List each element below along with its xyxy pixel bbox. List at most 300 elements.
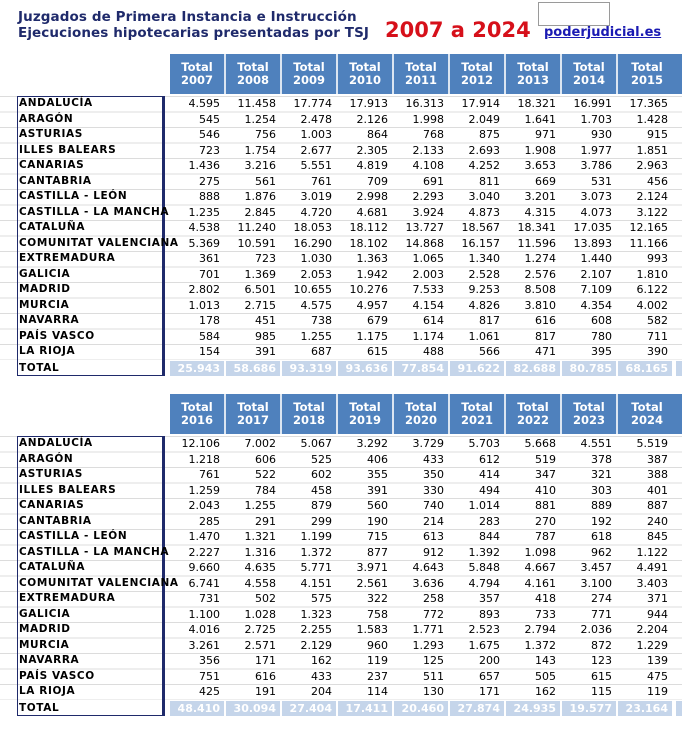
table-row (0, 638, 682, 654)
table-cell: 425 (199, 685, 220, 698)
table-cell: 5.551 (300, 159, 332, 172)
table-cell: 1.675 (468, 638, 500, 652)
table-cell: 4.073 (580, 205, 612, 219)
table-cell: 2.523 (468, 623, 500, 636)
table-cell: 322 (367, 592, 388, 605)
table-cell: 915 (647, 128, 668, 141)
table-cell: 456 (647, 174, 668, 188)
table-cell: 2.036 (580, 623, 612, 636)
table-cell: 240 (647, 514, 668, 528)
table-cell: 1.274 (524, 252, 556, 265)
table-cell: 285 (199, 514, 220, 528)
table-cell: 270 (535, 514, 556, 528)
table-cell: 433 (423, 452, 444, 466)
region-name: CANARIAS (19, 159, 85, 171)
table-cell: 11.596 (517, 236, 556, 250)
total-cell: 20.460 (394, 701, 450, 716)
column-header-text: 2023 (572, 413, 605, 427)
table-cell: 18.053 (293, 221, 332, 234)
table-cell: 546 (199, 128, 220, 141)
table-cell: 1.065 (412, 252, 444, 265)
table-cell: 2.528 (468, 267, 500, 281)
column-header-text: 2021 (460, 413, 493, 427)
table-cell: 390 (647, 345, 668, 358)
table-cell: 3.292 (356, 437, 388, 450)
total-cell: 93.319 (282, 361, 338, 376)
table-cell: 2.255 (300, 623, 332, 636)
table-cell: 1.098 (524, 545, 556, 559)
table-row (0, 267, 682, 283)
table-cell: 738 (311, 314, 332, 327)
table-cell: 715 (367, 530, 388, 543)
total-cell: 80.785 (562, 361, 618, 376)
table-cell: 378 (591, 452, 612, 466)
table-cell: 701 (199, 267, 220, 281)
region-name: COMUNITAT VALENCIANA (19, 236, 179, 249)
table-cell: 5.519 (636, 437, 668, 450)
table-cell: 993 (647, 252, 668, 265)
table-cell: 687 (311, 345, 332, 358)
region-name: LA RIOJA (19, 685, 76, 697)
table-row (0, 189, 682, 205)
table-cell: 889 (591, 499, 612, 512)
table-cell: 1.061 (468, 329, 500, 343)
table-row (0, 143, 682, 159)
region-name: EXTREMADURA (19, 592, 116, 604)
table-row (0, 205, 682, 221)
table-cell: 1.977 (580, 143, 612, 157)
table-cell: 414 (479, 468, 500, 481)
table-row (0, 158, 682, 174)
table-row (0, 344, 682, 360)
column-header-text: Total (405, 400, 437, 414)
column-header (338, 54, 394, 94)
total-row (0, 361, 682, 376)
table-cell: 1.641 (524, 112, 556, 126)
table-cell: 119 (367, 654, 388, 667)
table-cell: 1.470 (188, 530, 220, 543)
column-header-text: Total (349, 400, 381, 414)
region-name: ASTURIAS (19, 128, 83, 140)
table-cell: 615 (591, 669, 612, 683)
table-cell: 18.102 (349, 236, 388, 250)
table-cell: 5.848 (468, 561, 500, 574)
table-cell: 1.100 (188, 607, 220, 621)
column-header-text: Total (293, 60, 325, 74)
page-title-line2: Ejecuciones hipotecarias presentadas por TSJ (18, 25, 370, 41)
table-cell: 3.019 (300, 190, 332, 203)
column-header-text: 2022 (516, 413, 549, 427)
table-cell: 388 (647, 468, 668, 481)
table-cell: 4.720 (300, 205, 332, 219)
table-cell: 1.013 (188, 298, 220, 312)
table-cell: 401 (647, 483, 668, 497)
column-header-text: 2007 (180, 73, 213, 87)
table-cell: 330 (423, 483, 444, 497)
table-cell: 204 (311, 685, 332, 698)
total-cell: 27.874 (450, 701, 506, 716)
table-cell: 7.109 (580, 283, 612, 296)
table-cell: 4.108 (412, 159, 444, 172)
table-cell: 3.971 (356, 561, 388, 574)
table-cell: 11.166 (629, 236, 668, 250)
column-header (450, 394, 506, 434)
table-cell: 387 (647, 452, 668, 466)
total-cell: 23.164 (618, 701, 674, 716)
column-header-text: Total (573, 400, 605, 414)
table-cell: 1.583 (356, 623, 388, 636)
table-cell: 4.819 (356, 159, 388, 172)
total-cell: 30.094 (226, 701, 282, 716)
table-row (0, 560, 682, 576)
table-cell: 17.914 (461, 97, 500, 110)
table-cell: 200 (479, 654, 500, 667)
column-header-text: Total (573, 60, 605, 74)
table-cell: 2.478 (300, 112, 332, 126)
table-cell: 1.440 (580, 252, 612, 265)
table-cell: 1.363 (356, 252, 388, 265)
table-row (0, 282, 682, 298)
column-header-stub (676, 394, 682, 434)
table-cell: 723 (255, 252, 276, 265)
table-cell: 299 (311, 514, 332, 528)
table-cell: 531 (591, 174, 612, 188)
table-cell: 1.235 (188, 205, 220, 219)
column-header-text: Total (517, 60, 549, 74)
table-cell: 418 (535, 592, 556, 605)
table-cell: 321 (591, 468, 612, 481)
table-cell: 1.321 (244, 530, 276, 543)
column-header (618, 54, 678, 94)
column-header (506, 394, 562, 434)
table-cell: 2.794 (524, 623, 556, 636)
table-cell: 2.003 (412, 267, 444, 281)
table-cell: 2.845 (244, 205, 276, 219)
table-cell: 4.002 (636, 298, 668, 312)
table-cell: 845 (647, 530, 668, 543)
column-header (226, 54, 282, 94)
table-cell: 6.741 (188, 576, 220, 590)
top-input-box[interactable] (538, 2, 610, 26)
table-cell: 2.227 (188, 545, 220, 559)
table-cell: 123 (591, 654, 612, 667)
table-cell: 6.122 (636, 283, 668, 296)
table-cell: 877 (367, 545, 388, 559)
table-row (0, 467, 682, 483)
table-cell: 2.129 (300, 638, 332, 652)
table-cell: 7.533 (412, 283, 444, 296)
table-cell: 3.201 (524, 190, 556, 203)
column-header-text: 2008 (236, 73, 269, 87)
table-cell: 519 (535, 452, 556, 466)
table-cell: 561 (255, 174, 276, 188)
table-cell: 780 (591, 329, 612, 343)
table-cell: 2.049 (468, 112, 500, 126)
column-header-text: Total (631, 60, 663, 74)
table-cell: 4.667 (524, 561, 556, 574)
table-cell: 3.261 (188, 638, 220, 652)
table-cell: 17.913 (349, 97, 388, 110)
table-cell: 3.810 (524, 298, 556, 312)
table-cell: 3.457 (580, 561, 612, 574)
table-cell: 18.341 (517, 221, 556, 234)
table-cell: 1.703 (580, 112, 612, 126)
column-header (338, 394, 394, 434)
table-cell: 10.276 (349, 283, 388, 296)
region-name: GALICIA (19, 267, 71, 280)
total-cell: 82.688 (506, 361, 562, 376)
table-cell: 355 (367, 468, 388, 481)
table-row (0, 251, 682, 267)
table-cell: 2.715 (244, 298, 276, 312)
total-cell: 19.577 (562, 701, 618, 716)
total-cell: 93.636 (338, 361, 394, 376)
table-cell: 1.908 (524, 143, 556, 157)
table-cell: 4.826 (468, 298, 500, 312)
table-cell: 1.754 (244, 143, 276, 157)
table-cell: 9.660 (188, 561, 220, 574)
table-cell: 275 (199, 174, 220, 188)
total-cell: 17.411 (338, 701, 394, 716)
table-cell: 361 (199, 252, 220, 265)
table-cell: 1.316 (244, 545, 276, 559)
table-cell: 1.372 (300, 545, 332, 559)
total-cell: 24.935 (506, 701, 562, 716)
column-header-text: Total (461, 400, 493, 414)
table-cell: 9.253 (468, 283, 500, 296)
table-cell: 114 (367, 685, 388, 698)
column-header-text: Total (631, 400, 663, 414)
table-cell: 1.014 (468, 499, 500, 512)
table-cell: 371 (647, 592, 668, 605)
region-name: CASTILLA - LA MANCHA (19, 545, 170, 558)
table-cell: 191 (255, 685, 276, 698)
table-cell: 4.252 (468, 159, 500, 172)
table-cell: 488 (423, 345, 444, 358)
column-header-text: Total (405, 60, 437, 74)
table-cell: 13.893 (573, 236, 612, 250)
table-cell: 3.100 (580, 576, 612, 590)
table-row (0, 622, 682, 638)
column-header-text: Total (181, 60, 213, 74)
table-cell: 4.315 (524, 205, 556, 219)
region-name: GALICIA (19, 607, 71, 620)
table-cell: 2.725 (244, 623, 276, 636)
region-name: PAÍS VASCO (19, 669, 95, 682)
table-cell: 1.174 (412, 329, 444, 343)
table-cell: 679 (367, 314, 388, 327)
table-row (0, 684, 682, 700)
table-cell: 887 (647, 499, 668, 512)
table-cell: 119 (647, 685, 668, 698)
table-cell: 4.595 (188, 97, 220, 110)
table-cell: 1.876 (244, 190, 276, 203)
table-cell: 1.323 (300, 607, 332, 621)
table-cell: 740 (423, 499, 444, 512)
table-cell: 5.703 (468, 437, 500, 450)
table-cell: 502 (255, 592, 276, 605)
table-cell: 3.786 (580, 159, 612, 172)
total-cell: 58.686 (226, 361, 282, 376)
table-cell: 406 (367, 452, 388, 466)
table-cell: 545 (199, 112, 220, 126)
table-cell: 1.259 (188, 483, 220, 497)
region-name: CASTILLA - LEÓN (19, 190, 128, 202)
table-cell: 893 (479, 607, 500, 621)
table-cell: 3.636 (412, 576, 444, 590)
column-header-text: Total (181, 400, 213, 414)
table-cell: 756 (255, 128, 276, 141)
table-row (0, 498, 682, 514)
table-cell: 130 (423, 685, 444, 698)
table-cell: 1.293 (412, 638, 444, 652)
table-cell: 171 (479, 685, 500, 698)
table-cell: 2.693 (468, 143, 500, 157)
table-cell: 433 (311, 669, 332, 683)
table-cell: 471 (535, 345, 556, 358)
table-cell: 283 (479, 514, 500, 528)
column-header-text: 2018 (292, 413, 325, 427)
table-row (0, 653, 682, 669)
region-name: ARAGÓN (19, 112, 74, 125)
region-name: MADRID (19, 283, 71, 295)
table-cell: 1.372 (524, 638, 556, 652)
region-name: CANTABRIA (19, 174, 92, 187)
table-cell: 1.122 (636, 545, 668, 559)
table-cell: 761 (199, 468, 220, 481)
table-cell: 4.151 (300, 576, 332, 590)
column-header-text: 2012 (460, 73, 493, 87)
region-name: CASTILLA - LA MANCHA (19, 205, 170, 218)
table-cell: 16.313 (405, 97, 444, 110)
region-name: CASTILLA - LEÓN (19, 530, 128, 542)
total-cell: 48.410 (170, 701, 226, 716)
column-header-text: Total (461, 60, 493, 74)
table-row (0, 452, 682, 468)
table-cell: 16.157 (461, 236, 500, 250)
column-header-text: Total (237, 60, 269, 74)
region-name: CANTABRIA (19, 514, 92, 527)
table-cell: 1.175 (356, 329, 388, 343)
table-cell: 772 (423, 607, 444, 621)
table-cell: 2.126 (356, 112, 388, 126)
table-cell: 291 (255, 514, 276, 528)
table-cell: 18.321 (517, 97, 556, 110)
table-cell: 2.107 (580, 267, 612, 281)
table-cell: 410 (535, 483, 556, 497)
table-cell: 912 (423, 545, 444, 559)
table-cell: 11.458 (237, 97, 276, 110)
region-name: MADRID (19, 623, 71, 635)
table-row (0, 220, 682, 236)
table-cell: 16.290 (293, 236, 332, 250)
table-cell: 960 (367, 638, 388, 652)
table-cell: 18.567 (461, 221, 500, 234)
region-name: PAÍS VASCO (19, 329, 95, 342)
table-cell: 944 (647, 607, 668, 621)
table-cell: 17.774 (293, 97, 332, 110)
table-cell: 16.991 (573, 97, 612, 110)
column-header-text: 2013 (516, 73, 549, 87)
table-cell: 162 (535, 685, 556, 698)
table-cell: 12.165 (629, 221, 668, 234)
table-cell: 357 (479, 592, 500, 605)
table-cell: 511 (423, 669, 444, 683)
table-cell: 784 (255, 483, 276, 497)
table-cell: 657 (479, 669, 500, 683)
table-cell: 1.255 (244, 499, 276, 512)
table-cell: 5.067 (300, 437, 332, 450)
table-cell: 4.635 (244, 561, 276, 574)
table-cell: 582 (647, 314, 668, 327)
table-cell: 2.124 (636, 190, 668, 203)
table-cell: 1.218 (188, 452, 220, 466)
region-name: NAVARRA (19, 654, 80, 666)
region-name: ANDALUCÍA (19, 437, 93, 449)
table-cell: 691 (423, 174, 444, 188)
table-cell: 3.653 (524, 159, 556, 172)
table-cell: 237 (367, 669, 388, 683)
table-cell: 2.963 (636, 159, 668, 172)
table-cell: 618 (591, 530, 612, 543)
table-cell: 2.576 (524, 267, 556, 281)
column-header-text: 2015 (630, 73, 663, 87)
table-cell: 3.040 (468, 190, 500, 203)
table-cell: 1.369 (244, 267, 276, 281)
table-cell: 1.030 (300, 252, 332, 265)
table-cell: 1.771 (412, 623, 444, 636)
column-header-text: 2019 (348, 413, 381, 427)
table-cell: 3.073 (580, 190, 612, 203)
table-cell: 178 (199, 314, 220, 327)
table-cell: 125 (423, 654, 444, 667)
table-row (0, 514, 682, 530)
table-cell: 608 (591, 314, 612, 327)
table-cell: 17.365 (629, 97, 668, 110)
table-cell: 615 (367, 345, 388, 358)
table-cell: 1.254 (244, 112, 276, 126)
column-header-text: 2009 (292, 73, 325, 87)
table-cell: 190 (367, 514, 388, 528)
table-cell: 13.727 (405, 221, 444, 234)
table-cell: 14.868 (405, 236, 444, 250)
table-cell: 258 (423, 592, 444, 605)
table-cell: 844 (479, 530, 500, 543)
table-cell: 7.002 (244, 437, 276, 450)
table-cell: 192 (591, 514, 612, 528)
column-header-text: 2010 (348, 73, 381, 87)
table-row (0, 127, 682, 143)
table-cell: 5.369 (188, 236, 220, 250)
source-link[interactable]: poderjudicial.es (544, 25, 662, 40)
table-row (0, 483, 682, 499)
region-name: ANDALUCÍA (19, 97, 93, 109)
table-cell: 751 (199, 669, 220, 683)
table-cell: 8.508 (524, 283, 556, 296)
table-cell: 4.873 (468, 205, 500, 219)
table-cell: 612 (479, 452, 500, 466)
table-cell: 143 (535, 654, 556, 667)
table-cell: 1.998 (412, 112, 444, 126)
table-row (0, 313, 682, 329)
table-cell: 3.924 (412, 205, 444, 219)
column-header-text: 2014 (572, 73, 605, 87)
table-cell: 162 (311, 654, 332, 667)
table-cell: 4.154 (412, 298, 444, 312)
total-cell: 77.854 (394, 361, 450, 376)
table-cell: 18.112 (349, 221, 388, 234)
region-name: MURCIA (19, 638, 70, 651)
